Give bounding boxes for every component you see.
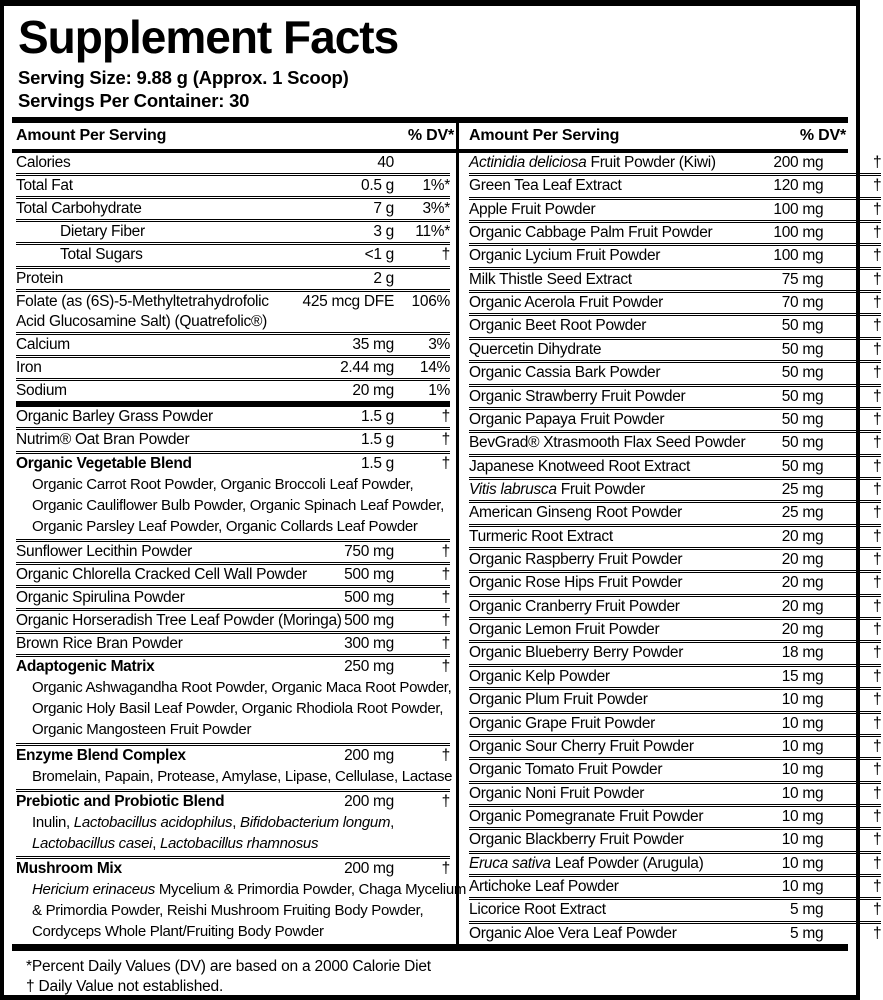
- table-row: [469, 197, 881, 220]
- label-header: [4, 6, 856, 117]
- ingredient-amount: 10 mg: [781, 784, 824, 802]
- ingredient-dv: †: [441, 792, 450, 810]
- ingredient-dv: †: [441, 246, 450, 264]
- table-row: [469, 664, 881, 687]
- ingredient-dv: †: [441, 589, 450, 607]
- ingredient-amount: 750 mg: [344, 542, 394, 560]
- table-row: [469, 594, 881, 617]
- table-row: [469, 874, 881, 897]
- table-row: [469, 290, 881, 313]
- ingredient-dv: †: [441, 746, 450, 764]
- table-row: [469, 687, 881, 710]
- ingredient-dv: †: [872, 667, 882, 685]
- ingredient-amount: 50 mg: [781, 340, 824, 358]
- ingredient-amount: 35 mg: [352, 335, 394, 353]
- left-column: [12, 153, 467, 944]
- ingredient-amount: 10 mg: [781, 854, 824, 872]
- ingredient-amount: 250 mg: [344, 658, 394, 676]
- ingredient-amount: 50 mg: [781, 457, 824, 475]
- footnote-percent-dv: *Percent Daily Values (DV) are based on a 2000 Calorie Diet: [26, 957, 431, 975]
- ingredient-dv: †: [872, 878, 882, 896]
- table-row: [469, 570, 881, 593]
- ingredient-name: Organic Strawberry Fruit Powder: [469, 387, 686, 405]
- table-row: [469, 477, 881, 500]
- sub-ingredients: Organic Carrot Root Powder, Organic Broccoli Leaf Powder,: [32, 475, 414, 493]
- servings-per-container: Servings Per Container: 30: [18, 89, 250, 111]
- ingredient-amount: 500 mg: [344, 612, 394, 630]
- ingredient-name: Organic Spirulina Powder: [16, 589, 185, 607]
- table-row: [16, 355, 450, 378]
- ingredient-name: Apple Fruit Powder: [469, 200, 596, 218]
- ingredient-amount: 20 mg: [781, 551, 824, 569]
- table-row: [469, 454, 881, 477]
- facts-table: [12, 117, 882, 951]
- ingredient-name: Calcium: [16, 335, 70, 353]
- ingredient-name: Licorice Root Extract: [469, 901, 606, 919]
- sub-ingredients: Organic Holy Basil Leaf Powder, Organic Rhodiola Root Powder,: [32, 700, 444, 718]
- ingredient-name: Organic Sour Cherry Fruit Powder: [469, 737, 694, 755]
- table-row: [16, 789, 450, 856]
- table-row: [469, 734, 881, 757]
- ingredient-amount: 5 mg: [790, 924, 824, 942]
- ingredient-dv: †: [872, 457, 882, 475]
- ingredient-dv: †: [872, 574, 882, 592]
- table-header-row: [12, 123, 848, 153]
- sub-ingredients: Organic Mangosteen Fruit Powder: [32, 721, 252, 739]
- ingredient-name: Japanese Knotweed Root Extract: [469, 457, 691, 475]
- table-row: [469, 711, 881, 734]
- table-row: [469, 897, 881, 920]
- ingredient-amount: 50 mg: [781, 387, 824, 405]
- table-row: [469, 547, 881, 570]
- ingredient-name: Turmeric Root Extract: [469, 527, 613, 545]
- ingredient-amount: 10 mg: [781, 714, 824, 732]
- ingredient-amount: 1.5 g: [361, 408, 394, 426]
- ingredient-amount: 20 mg: [781, 574, 824, 592]
- ingredient-amount: 20 mg: [352, 382, 394, 400]
- table-row: [16, 631, 450, 654]
- ingredient-amount: 20 mg: [781, 621, 824, 639]
- ingredient-dv: 14%: [419, 359, 450, 377]
- footnote-dagger: † Daily Value not established.: [26, 977, 224, 995]
- ingredient-amount: 50 mg: [781, 434, 824, 452]
- ingredient-name: Organic Lycium Fruit Powder: [469, 247, 661, 265]
- table-row: [469, 407, 881, 430]
- ingredient-dv: †: [872, 527, 882, 545]
- ingredient-amount: 25 mg: [781, 480, 824, 498]
- ingredient-amount: 20 mg: [781, 527, 824, 545]
- ingredient-amount: 10 mg: [781, 737, 824, 755]
- ingredient-name: Organic Raspberry Fruit Powder: [469, 551, 683, 569]
- ingredient-dv: †: [872, 761, 882, 779]
- ingredient-amount: 200 mg: [344, 792, 394, 810]
- ingredient-dv: 1%: [428, 382, 450, 400]
- right-column: [459, 153, 883, 944]
- ingredient-name: Prebiotic and Probiotic Blend: [16, 792, 225, 810]
- column-header-amount: Amount Per Serving: [16, 126, 167, 144]
- ingredient-dv: †: [872, 434, 882, 452]
- ingredient-dv: †: [872, 854, 882, 872]
- ingredient-name: Organic Barley Grass Powder: [16, 408, 213, 426]
- ingredient-name: Organic Horseradish Tree Leaf Powder (Moringa): [16, 612, 342, 630]
- ingredient-name: Milk Thistle Seed Extract: [469, 270, 632, 288]
- table-body: [12, 153, 882, 944]
- ingredient-name: Quercetin Dihydrate: [469, 340, 602, 358]
- ingredient-name: Organic Vegetable Blend: [16, 454, 192, 472]
- ingredient-amount: 1.5 g: [361, 431, 394, 449]
- ingredient-name: Sodium: [16, 382, 67, 400]
- ingredient-amount: 25 mg: [781, 504, 824, 522]
- serving-size: Serving Size: 9.88 g (Approx. 1 Scoop): [18, 66, 349, 88]
- ingredient-name: Iron: [16, 359, 42, 377]
- ingredient-name: Sunflower Lecithin Powder: [16, 542, 193, 560]
- ingredient-amount: 50 mg: [781, 410, 824, 428]
- ingredient-name: Organic Cranberry Fruit Powder: [469, 597, 680, 615]
- ingredient-dv: †: [872, 247, 882, 265]
- table-row: [469, 337, 881, 360]
- ingredient-name: Organic Plum Fruit Powder: [469, 691, 648, 709]
- table-row: [16, 562, 450, 585]
- table-row: [469, 243, 881, 266]
- page-title: Supplement Facts: [18, 11, 399, 63]
- column-header-amount: Amount Per Serving: [469, 126, 620, 144]
- ingredient-dv: †: [872, 504, 882, 522]
- ingredient-name: Nutrim® Oat Bran Powder: [16, 431, 190, 449]
- ingredient-name: Organic Cassia Bark Powder: [469, 364, 661, 382]
- table-row: [469, 781, 881, 804]
- sub-ingredients: & Primordia Powder, Reishi Mushroom Fruiting Body Powder,: [32, 901, 424, 919]
- ingredient-name: Organic Noni Fruit Powder: [469, 784, 645, 802]
- table-row: [469, 173, 881, 196]
- table-row: [16, 153, 450, 173]
- ingredient-name: Brown Rice Bran Powder: [16, 635, 183, 653]
- ingredient-dv: †: [872, 153, 882, 171]
- table-row: [16, 856, 467, 944]
- column-header-dv: % DV*: [407, 126, 454, 144]
- table-row: [469, 430, 881, 453]
- sub-ingredients: Organic Parsley Leaf Powder, Organic Collards Leaf Powder: [32, 517, 418, 535]
- table-row: [16, 743, 453, 789]
- ingredient-name: Organic Acerola Fruit Powder: [469, 294, 664, 312]
- ingredient-amount: 425 mcg DFE: [302, 292, 394, 310]
- ingredient-name: BevGrad® Xtrasmooth Flax Seed Powder: [469, 434, 746, 452]
- ingredient-dv: 3%: [428, 335, 450, 353]
- table-row: [16, 539, 450, 562]
- ingredient-dv: †: [872, 270, 882, 288]
- right-column-header: [459, 123, 848, 149]
- ingredient-amount: <1 g: [364, 246, 394, 264]
- ingredient-amount: 10 mg: [781, 761, 824, 779]
- table-row: [469, 851, 881, 874]
- ingredient-amount: 1.5 g: [361, 454, 394, 472]
- ingredient-name: Organic Chlorella Cracked Cell Wall Powder: [16, 565, 307, 583]
- ingredient-amount: 3 g: [373, 223, 394, 241]
- table-row: [16, 266, 450, 289]
- ingredient-name: Total Carbohydrate: [16, 200, 142, 218]
- ingredient-name: Actinidia deliciosa Fruit Powder (Kiwi): [469, 153, 716, 171]
- ingredient-dv: †: [872, 831, 882, 849]
- table-row: [16, 585, 450, 608]
- ingredient-dv: †: [441, 565, 450, 583]
- ingredient-dv: †: [872, 901, 882, 919]
- ingredient-amount: 40: [377, 153, 394, 171]
- footnotes: [12, 951, 848, 997]
- ingredient-name: Organic Aloe Vera Leaf Powder: [469, 924, 677, 942]
- table-row: [469, 360, 881, 383]
- ingredient-dv: †: [872, 597, 882, 615]
- ingredient-amount: 200 mg: [344, 859, 394, 877]
- sub-ingredients: Hericium erinaceus Mycelium & Primordia Powder, Chaga Mycelium: [32, 880, 467, 898]
- ingredient-amount: 5 mg: [790, 901, 824, 919]
- ingredient-dv: †: [872, 410, 882, 428]
- table-row: [16, 608, 450, 631]
- ingredient-amount: 100 mg: [773, 223, 824, 241]
- ingredient-amount: 7 g: [373, 200, 394, 218]
- ingredient-dv: †: [441, 658, 450, 676]
- ingredient-name: Protein: [16, 269, 64, 287]
- table-row: [469, 153, 881, 173]
- ingredient-name: Organic Beet Root Powder: [469, 317, 647, 335]
- ingredient-name: Organic Rose Hips Fruit Powder: [469, 574, 683, 592]
- ingredient-amount: 120 mg: [773, 177, 824, 195]
- ingredient-amount: 18 mg: [781, 644, 824, 662]
- ingredient-name: Organic Pomegranate Fruit Powder: [469, 807, 704, 825]
- ingredient-dv: †: [872, 691, 882, 709]
- ingredient-name: Vitis labrusca Fruit Powder: [469, 480, 645, 498]
- table-row: [469, 921, 881, 944]
- table-row: [469, 500, 881, 523]
- ingredient-name: Green Tea Leaf Extract: [469, 177, 622, 195]
- table-row: [469, 617, 881, 640]
- table-row: [469, 384, 881, 407]
- ingredient-dv: †: [441, 454, 450, 472]
- ingredient-name: Eruca sativa Leaf Powder (Arugula): [469, 854, 704, 872]
- ingredient-amount: 500 mg: [344, 589, 394, 607]
- ingredient-name: Mushroom Mix: [16, 859, 122, 877]
- ingredient-dv: †: [872, 364, 882, 382]
- sub-ingredients: Bromelain, Papain, Protease, Amylase, Lipase, Cellulase, Lactase: [32, 767, 453, 785]
- table-row: [16, 451, 450, 539]
- ingredient-dv: †: [872, 737, 882, 755]
- ingredient-dv: †: [441, 408, 450, 426]
- ingredient-name: Organic Blueberry Berry Powder: [469, 644, 684, 662]
- table-row: [469, 640, 881, 663]
- ingredient-amount: 0.5 g: [361, 177, 394, 195]
- ingredient-dv: †: [872, 223, 882, 241]
- ingredient-dv: †: [872, 387, 882, 405]
- left-column-header: [12, 123, 459, 149]
- ingredient-dv: †: [872, 621, 882, 639]
- table-row: [469, 757, 881, 780]
- ingredient-dv: †: [872, 317, 882, 335]
- table-row: [16, 378, 450, 401]
- ingredient-dv: 106%: [411, 292, 450, 310]
- sub-ingredients: Organic Ashwagandha Root Powder, Organic Maca Root Powder,: [32, 679, 452, 697]
- ingredient-name: Adaptogenic Matrix: [16, 658, 155, 676]
- ingredient-amount: 50 mg: [781, 364, 824, 382]
- sub-ingredients: Organic Cauliflower Bulb Powder, Organic Spinach Leaf Powder,: [32, 496, 444, 514]
- ingredient-name: Organic Blackberry Fruit Powder: [469, 831, 684, 849]
- ingredient-amount: 10 mg: [781, 831, 824, 849]
- table-row: [16, 196, 450, 219]
- ingredient-name: Organic Tomato Fruit Powder: [469, 761, 663, 779]
- ingredient-amount: 200 mg: [344, 746, 394, 764]
- ingredient-name: Organic Cabbage Palm Fruit Powder: [469, 223, 713, 241]
- ingredient-dv: †: [441, 859, 450, 877]
- ingredient-dv: †: [441, 635, 450, 653]
- ingredient-amount: 2 g: [373, 269, 394, 287]
- ingredient-amount: 75 mg: [781, 270, 824, 288]
- table-row: [469, 267, 881, 290]
- ingredient-amount: 300 mg: [344, 635, 394, 653]
- ingredient-amount: 10 mg: [781, 691, 824, 709]
- table-row: [469, 827, 881, 850]
- ingredient-dv: †: [872, 551, 882, 569]
- table-row: [469, 524, 881, 547]
- table-row: [16, 654, 450, 742]
- ingredient-amount: 100 mg: [773, 200, 824, 218]
- ingredient-name: Enzyme Blend Complex: [16, 746, 186, 764]
- table-row: [16, 242, 450, 265]
- ingredient-dv: †: [872, 200, 882, 218]
- ingredient-amount: 500 mg: [344, 565, 394, 583]
- ingredient-dv: †: [872, 480, 882, 498]
- table-row: [16, 427, 450, 450]
- ingredient-dv: †: [872, 924, 882, 942]
- ingredient-dv: 1%*: [422, 177, 450, 195]
- ingredient-dv: †: [872, 340, 882, 358]
- ingredient-dv: †: [872, 644, 882, 662]
- table-row: [16, 173, 450, 196]
- ingredient-amount: 100 mg: [773, 247, 824, 265]
- table-row: [16, 289, 450, 332]
- ingredient-name: Total Sugars: [60, 246, 143, 264]
- ingredient-name: Organic Lemon Fruit Powder: [469, 621, 660, 639]
- sub-ingredients: Cordyceps Whole Plant/Fruiting Body Powder: [32, 922, 324, 940]
- ingredient-amount: 10 mg: [781, 878, 824, 896]
- ingredient-dv: †: [872, 294, 882, 312]
- ingredient-dv: †: [872, 784, 882, 802]
- table-row: [469, 220, 881, 243]
- table-row: [469, 313, 881, 336]
- ingredient-dv: †: [872, 177, 882, 195]
- ingredient-name: Organic Grape Fruit Powder: [469, 714, 656, 732]
- ingredient-name: Organic Kelp Powder: [469, 667, 610, 685]
- table-row: [16, 332, 450, 355]
- ingredient-name: Folate (as (6S)-5-Methyltetrahydrofolic Acid Glucosamine Salt) (Quatrefolic®): [16, 292, 269, 330]
- ingredient-dv: †: [872, 714, 882, 732]
- ingredient-name: Calories: [16, 153, 71, 171]
- column-header-dv: % DV*: [799, 126, 846, 144]
- ingredient-name: Artichoke Leaf Powder: [469, 878, 619, 896]
- table-row: [16, 219, 450, 242]
- ingredient-dv: †: [872, 807, 882, 825]
- ingredient-dv: †: [441, 612, 450, 630]
- ingredient-amount: 20 mg: [781, 597, 824, 615]
- ingredient-amount: 15 mg: [781, 667, 824, 685]
- ingredient-dv: †: [441, 431, 450, 449]
- ingredient-dv: 11%*: [415, 223, 450, 241]
- ingredient-dv: 3%*: [422, 200, 450, 218]
- ingredient-amount: 2.44 mg: [340, 359, 394, 377]
- ingredient-name: Total Fat: [16, 177, 73, 195]
- sub-ingredients: Lactobacillus casei, Lactobacillus rhamnosus: [32, 834, 319, 852]
- ingredient-amount: 50 mg: [781, 317, 824, 335]
- ingredient-name: Organic Papaya Fruit Powder: [469, 410, 665, 428]
- table-row: [469, 804, 881, 827]
- table-row: [16, 401, 450, 427]
- ingredient-amount: 200 mg: [773, 153, 824, 171]
- ingredient-amount: 70 mg: [781, 294, 824, 312]
- table-bottom-rule: [12, 944, 848, 951]
- ingredient-dv: †: [441, 542, 450, 560]
- ingredient-amount: 10 mg: [781, 807, 824, 825]
- ingredient-name: American Ginseng Root Powder: [469, 504, 683, 522]
- sub-ingredients: Inulin, Lactobacillus acidophilus, Bifidobacterium longum,: [32, 813, 395, 831]
- ingredient-name: Dietary Fiber: [60, 223, 145, 241]
